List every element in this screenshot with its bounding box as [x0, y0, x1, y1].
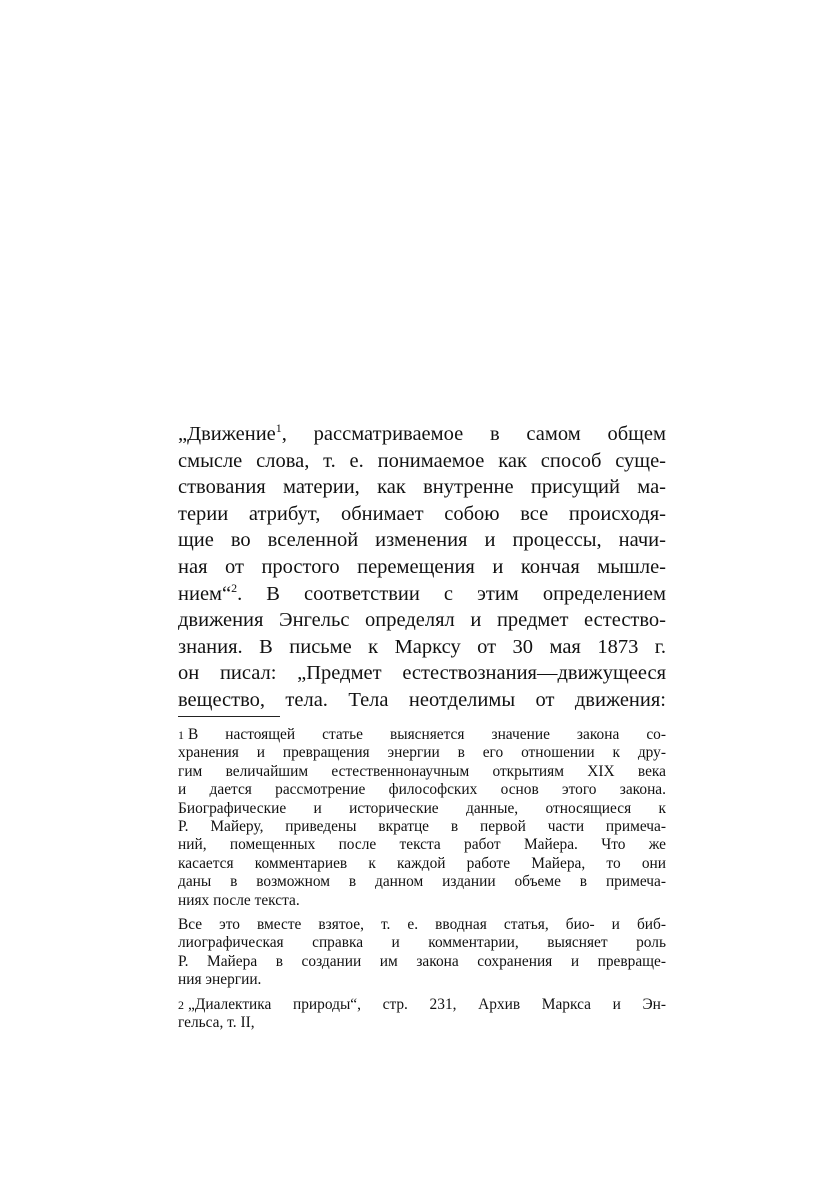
- text-line-9: знания. В письме к Марксу от 30 мая 1873 г.: [178, 635, 666, 658]
- main-paragraph: [178, 421, 666, 714]
- text-line-6: ная от простого перемещения и кончая мышле-: [178, 555, 666, 578]
- text-line-4: терии атрибут, обнимает собою все происходя-: [178, 502, 666, 525]
- footnote-1-line-7: ний, помещенных после текста работ Майера. Что же: [178, 836, 666, 854]
- text-line-11: вещество, тела. Тела неотделимы от движения:: [178, 688, 666, 711]
- footnote-1-cont-line-1: Все это вместе взятое, т. е. вводная статья, био- и биб-: [178, 916, 666, 934]
- footnote-1-cont-line-4: ния энергии.: [178, 971, 262, 989]
- footnote-1-line-8: касается комментариев к каждой работе Майера, то они: [178, 854, 666, 872]
- footnote-1-line-9: даны в возможном в данном издании объеме в примеча-: [178, 873, 666, 891]
- footnote-1-cont-line-3: Р. Майера в создании им закона сохранения и превраще-: [178, 952, 666, 970]
- footnote-1-line-2: хранения и превращения энергии в его отношении к дру-: [178, 744, 666, 762]
- footnote-1-line-10: ниях после текста.: [178, 891, 300, 909]
- text-line-10: он писал: „Предмет естествознания—движущееся: [178, 662, 666, 685]
- footnote-marker-1: 1: [275, 421, 282, 436]
- text-line-2: смысле слова, т. е. понимаемое как способ суще-: [178, 449, 666, 472]
- footnote-1-line-5: Биографические и исторические данные, относящиеся к: [178, 799, 666, 817]
- footnote-divider: [178, 716, 280, 717]
- footnotes: [178, 726, 666, 1033]
- text-line-1: „Движение$^1$, рассматриваемое в самом общем: [178, 421, 666, 445]
- footnote-2-line-2: гельса, т. II,: [178, 1014, 255, 1032]
- footnote-1-number: 1: [178, 728, 184, 742]
- footnote-1-line-1: 1 В настоящей статье выясняется значение закона со-: [178, 726, 666, 743]
- text-line-3: ствования материи, как внутренне присущий ма-: [178, 476, 666, 499]
- footnote-1-line-6: Р. Майеру, приведены вкратце в первой части примеча-: [178, 818, 666, 836]
- footnote-2-number: 2: [178, 997, 184, 1012]
- footnote-marker-2: 2: [231, 580, 238, 595]
- footnote-1-cont-line-2: лиографическая справка и комментарии, выясняет роль: [178, 934, 666, 952]
- text-line-7: нием“$^2$. В соответствии с этим определением: [178, 580, 666, 605]
- footnote-2-line-1: 2 „Диалектика природы“, стр. 231, Архив Маркса и Эн-: [178, 995, 666, 1013]
- footnote-1-line-3: гим величайшим естественнонаучным открытиям XIX века: [178, 762, 666, 780]
- footnote-1-line-4: и дается рассмотрение философских основ этого закона.: [178, 781, 666, 799]
- text-line-5: щие во вселенной изменения и процессы, начи-: [178, 529, 666, 552]
- text-line-8: движения Энгельс определял и предмет естество-: [178, 609, 666, 632]
